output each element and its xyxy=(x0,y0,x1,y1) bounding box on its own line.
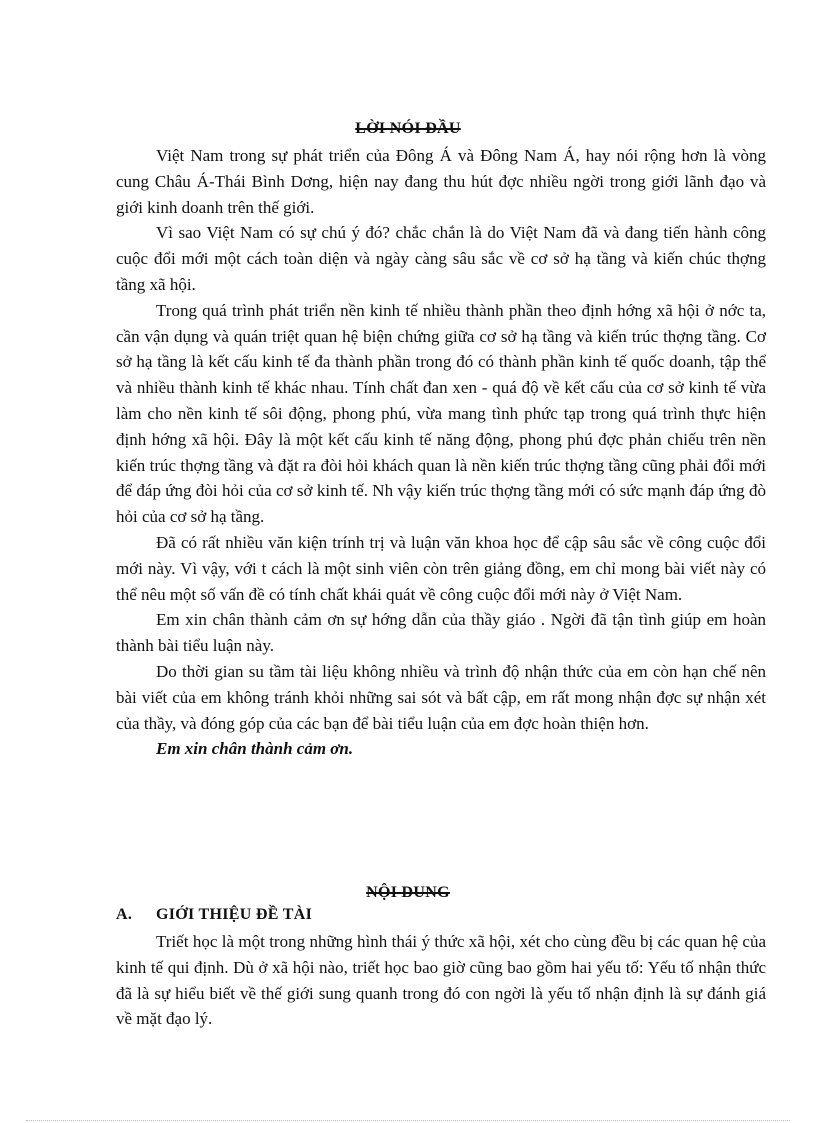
content-paragraph: Triết học là một trong những hình thái ý thức xã hội, xét cho cùng đều bị các quan hệ của kinh tế qui định. Dù ở xã hội nào, triết học bao giờ cũng bao gồm hai yếu tố: Yếu tố nhận thức đã là sự hiểu biết về thế giới sung quanh trong đó con ngời là yếu tố nhận định là sự đánh giá về mặt đạo lý. xyxy=(116,932,766,1029)
content-body xyxy=(116,929,766,1032)
preface-paragraph: Vì sao Việt Nam có sự chú ý đó? chắc chắn là do Việt Nam đã và đang tiến hành công cuộc đổi mới một cách toàn diện và ngày càng sâu sắc về cơ sở hạ tầng và kiến chúc thợng tầng xã hội. xyxy=(116,223,766,294)
preface-paragraph: Việt Nam trong sự phát triển của Đông Á và Đông Nam Á, hay nói rộng hơn là vòng cung Châu Á-Thái Bình Dơng, hiện nay đang thu hút đợc nhiều ngời trong giới lãnh đạo và giới kinh doanh trên thế giới. xyxy=(116,146,766,217)
page-bottom-rule xyxy=(26,1120,790,1121)
preface-paragraph: Trong quá trình phát triển nền kinh tế nhiều thành phần theo định hớng xã hội ở nớc ta, cần vận dụng và quán triệt quan hệ biện chứng giữa cơ sở hạ tầng và kiến trúc thợng tầng. Cơ sở hạ tầng là kết cấu kinh tế đa thành phần trong đó có thành phần kinh tế quốc doanh, tập thể và nhiều thành kinh tế khác nhau. Tính chất đan xen - quá độ về kết cấu của cơ sở kinh tế vừa làm cho nền kinh tế sôi động, phong phú, vừa mang tình phức tạp trong quá trình thực hiện định hớng xã hội. Đây là một kết cấu kinh tế năng động, phong phú đợc phản chiếu trên nền kiến trúc thợng tầng và đặt ra đòi hỏi khách quan là nền kiến trúc thợng tầng cũng phải đổi mới để đáp ứng đòi hỏi của cơ sở kinh tế. Nh vậy kiến trúc thợng tầng mới có sức mạnh đáp ứng đò hỏi của cơ sở hạ tầng. xyxy=(116,300,766,527)
content-title: NỘI DUNG xyxy=(366,884,450,901)
preface-signoff: Em xin chân thành cảm ơn. xyxy=(156,739,354,759)
preface-paragraph: Do thời gian su tầm tài liệu không nhiều và trình độ nhận thức của em còn hạn chế nên bài viết của em không tránh khỏi những sai sót và bất cập, em rất mong nhận đợc sự nhận xét của thầy, và đóng góp của các bạn để bài tiểu luận của em đợc hoàn thiện hơn. xyxy=(116,661,766,733)
preface-paragraph: Em xin chân thành cảm ơn sự hớng dẫn của thầy giáo . Ngời đã tận tình giúp em hoàn thành bài tiểu luận này. xyxy=(116,610,766,656)
preface-paragraph: Đã có rất nhiều văn kiện trính trị và luận văn khoa học để cập sâu sắc về công cuộc đổi mới này. Vì vậy, với t cách là một sinh viên còn trên giảng đồng, em chỉ mong bài viết này có thể nêu một số vấn đề có tính chất khái quát về công cuộc đổi mới này ở Việt Nam. xyxy=(116,532,766,604)
section-heading xyxy=(116,906,312,924)
section-title: GIỚI THIỆU ĐỀ TÀI xyxy=(156,906,313,923)
preface-title: LỜI NÓI ĐẦU xyxy=(355,120,461,137)
preface-body xyxy=(116,143,766,762)
section-number: A. xyxy=(116,906,133,923)
